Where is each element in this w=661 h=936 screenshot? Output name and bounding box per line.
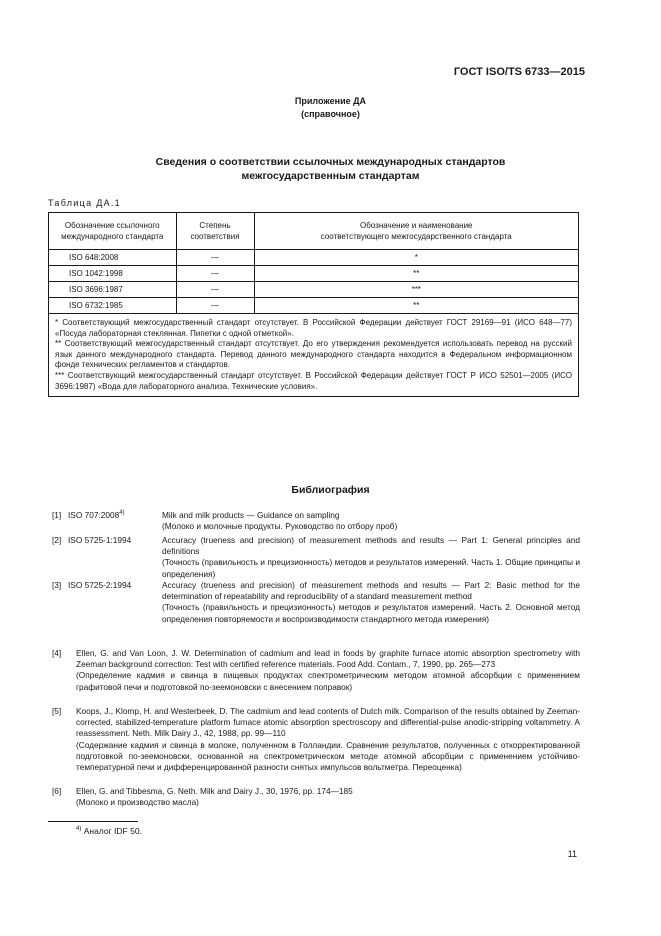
footnote-text: Аналог IDF 50. [83, 826, 142, 836]
bib-title-en: Milk and milk products — Guidance on sampling [162, 510, 340, 520]
header-text: Обозначение и наименование [360, 221, 473, 230]
cell-designation: ** [254, 266, 578, 282]
cell-degree: — [176, 250, 254, 266]
bibliography-title: Библиография [291, 484, 370, 496]
header-text: Обозначение ссылочного [64, 221, 160, 230]
appendix-title: Приложение ДА [294, 96, 367, 106]
bib-title-en: Accuracy (trueness and precision) of measurement methods and results — Part 2: Basic method for the determination of repeatability and reproducibility of a standard measurement method [162, 580, 580, 602]
header-text: международного стандарта [61, 232, 164, 241]
bib-title-ru: (Определение кадмия и свинца в пищевых продуктах спектрометрическим методом атомной абсорбции с применением графитовой печи и подготовкой по-зеемоновски с внесением поправок) [76, 670, 580, 692]
header-degree [176, 213, 254, 250]
footnote-separator [48, 821, 138, 822]
cell-designation: *** [254, 282, 578, 298]
bib-number: [1] [52, 510, 62, 520]
bib-title-ru: (Точность (правильность и прецизионность) методов и результатов измерений. Часть 1. Общие принципы и определения) [162, 557, 580, 579]
table-note: ** Соответствующий межгосударственный стандарт отсутствует. До его утверждения рекомендуется использовать перевод на русский язык данного международного стандарта. Перевод данного международного стандарта находится в Федеральном информационном фонде технических регламентов и стандартов. [55, 339, 572, 370]
bibliography-item [52, 648, 580, 693]
table-row [49, 250, 578, 266]
bib-title-en: Accuracy (trueness and precision) of measurement methods and results — Part 1: General principles and definitions [162, 535, 580, 557]
bib-title-en: Ellen, G. and Tibbesma, G. Neth. Milk and Dairy J., 30, 1976, pp. 174—185 [76, 786, 353, 796]
bibliography-item [52, 786, 580, 808]
appendix-subtitle: (справочное) [301, 109, 360, 119]
bib-reference: ISO 5725-2:1994 [68, 580, 132, 590]
bib-reference: ISO 5725-1:1994 [68, 535, 132, 545]
bib-number: [3] [52, 580, 62, 590]
bib-reference [68, 510, 125, 521]
page-number: 11 [567, 849, 577, 859]
table-row [49, 282, 578, 298]
header-text: соответствия [190, 232, 240, 241]
header-text: соответствующего межгосударственного стандарта [320, 232, 512, 241]
section-title-line2: межгосударственным стандартам [241, 170, 420, 182]
cell-ref: ISO 1042:1998 [49, 266, 176, 282]
bibliography-item [52, 580, 580, 625]
table-label: Таблица ДА.1 [48, 198, 121, 208]
bib-title-ru: (Содержание кадмия и свинца в молоке, полученном в Голландии. Сравнение результатов, полученных с откорректированной подготовкой по-зеемоновски, основанной на спектрометрическом методе атомной абсорбции с применением устойчиво-температурной печи и дифференцированной разности снятых импульсов вольтметра. Переоценка) [76, 739, 580, 773]
table-note: * Соответствующий межгосударственный стандарт отсутствует. В Российской Федерации действует ГОСТ 29169—91 (ИСО 648—77) «Посуда лабораторная стеклянная. Пипетки с одной отметкой». [55, 318, 572, 338]
table-row [49, 298, 578, 314]
cell-designation: * [254, 250, 578, 266]
section-title-line1: Сведения о соответствии ссылочных международных стандартов [155, 156, 506, 168]
table-row [49, 266, 578, 282]
cell-degree: — [176, 298, 254, 314]
table-header-row [49, 213, 578, 250]
bib-title-ru: (Молоко и молочные продукты. Руководство по отбору проб) [162, 521, 398, 532]
table-note: *** Соответствующий межгосударственный стандарт отсутствует. В Российской Федерации действует ГОСТ Р ИСО 52501—2005 (ИСО 3696:1987) «Вода для лабораторного анализа. Технические условия». [55, 370, 572, 391]
cell-ref: ISO 648:2008 [49, 250, 176, 266]
bib-number: [2] [52, 535, 62, 545]
header-text: Степень [199, 221, 231, 230]
cell-degree: — [176, 282, 254, 298]
bib-number: [4] [52, 648, 62, 658]
bibliography-item [52, 510, 580, 532]
footnote-mark: 4) [76, 826, 82, 832]
bib-title-en: Ellen, G. and Van Loon, J. W. Determination of cadmium and lead in foods by graphite furnace atomic absorption spectrometry with Zeeman background correction: Test with certified reference materials. Food Add. Contam., 7, 1990, pp. 265—273 [76, 648, 580, 670]
header-international-standard [49, 213, 176, 250]
cell-ref: ISO 6732:1985 [49, 298, 176, 314]
bib-title-ru: (Молоко и производство масла) [76, 797, 199, 808]
cell-degree: — [176, 266, 254, 282]
footnote-mark: 4) [119, 510, 125, 516]
header-interstate-standard [254, 213, 578, 250]
bibliography-item [52, 535, 580, 580]
cell-designation: ** [254, 298, 578, 314]
table-notes [49, 314, 578, 396]
bib-title-en: Koops, J., Klomp, H. and Westerbeek, D. The cadmium and lead contents of Dutch milk. Comparison of the results obtained by Zeeman-corrected, stabilized-temperature platform furnace atomic absorption spectroscopy and differential-pulse anodic-stripping voltammetry. A reassessment. Neth. Milk Dairy J., 42, 1988, pp. 99—110 [76, 706, 580, 739]
standard-designation: ГОСТ ISO/TS 6733—2015 [453, 66, 585, 78]
cell-ref: ISO 3696:1987 [49, 282, 176, 298]
correspondence-table [48, 212, 579, 397]
bib-number: [5] [52, 706, 62, 716]
footnote [76, 826, 142, 836]
bib-ref-text: ISO 707:2008 [68, 510, 120, 520]
bibliography-item [52, 706, 580, 773]
bib-number: [6] [52, 786, 62, 796]
bib-title-ru: (Точность (правильность и прецизионность) методов и результатов измерений. Часть 2. Основной метод определения повторяемости и воспроизводимости стандартного метода измерения) [162, 602, 580, 624]
